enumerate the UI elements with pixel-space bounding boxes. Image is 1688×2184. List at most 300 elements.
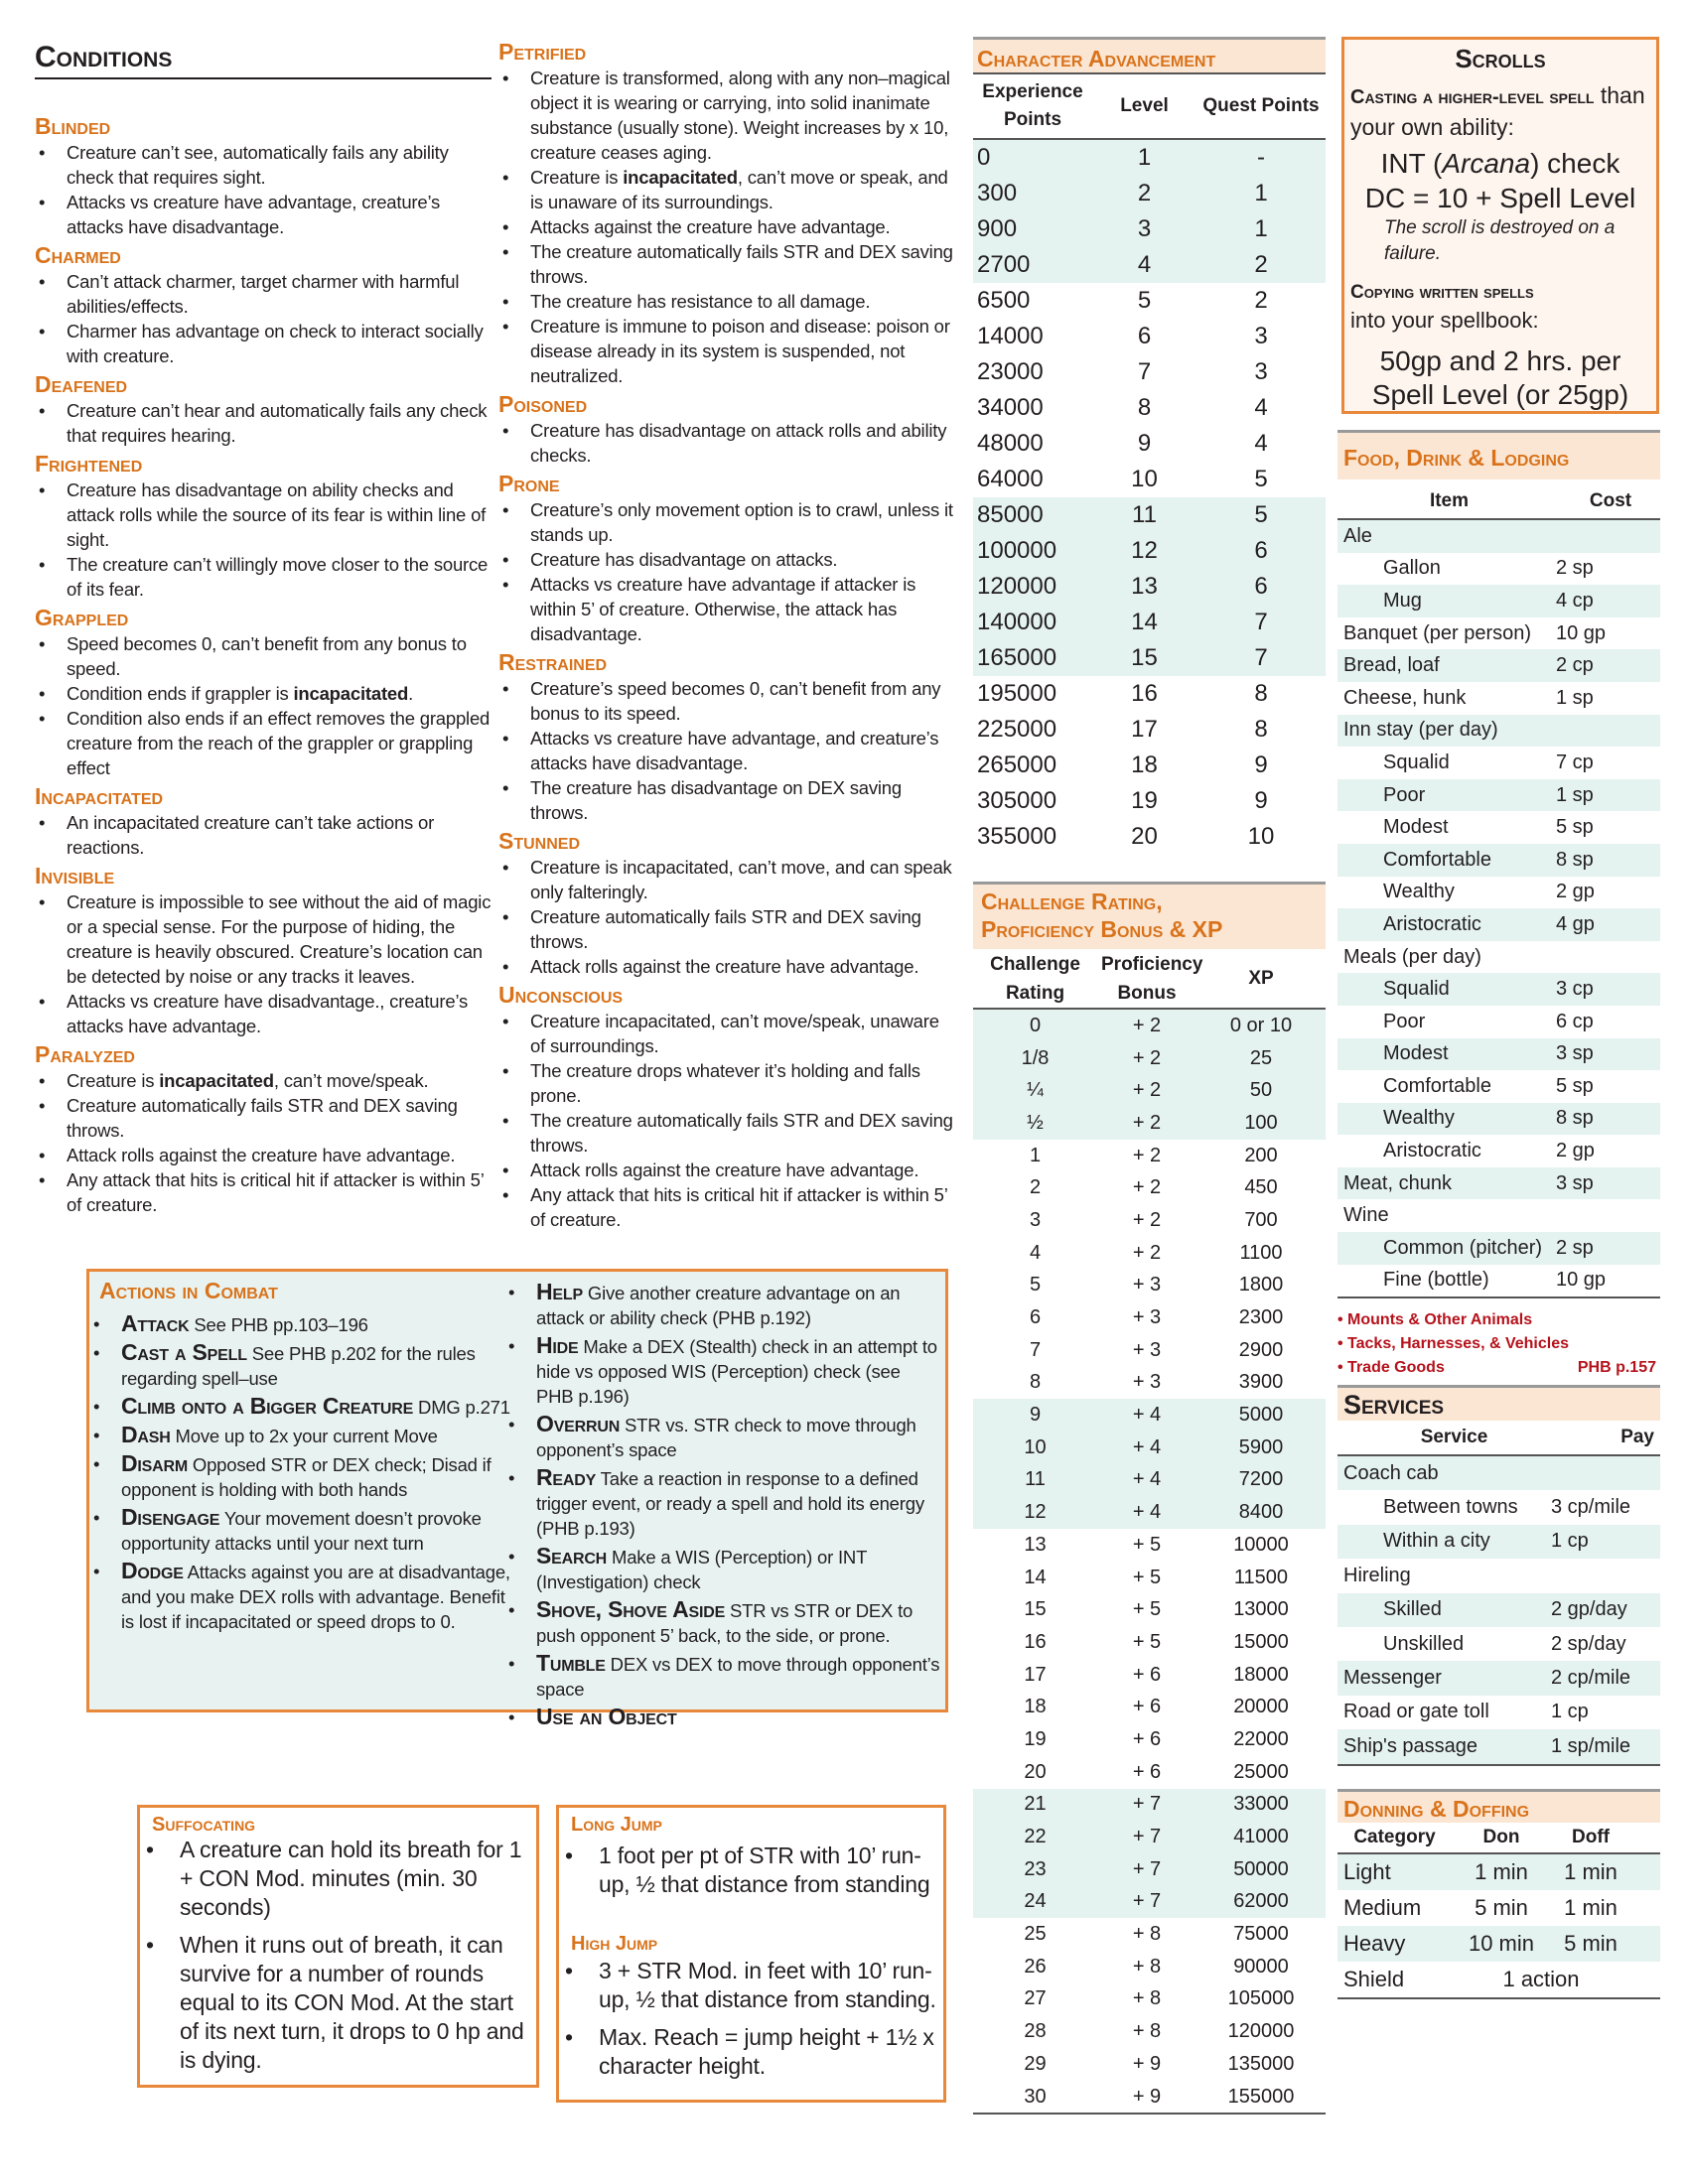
condition-item: • Creature’s only movement option is to crawl, unless it stands up. — [498, 497, 955, 547]
condition-item: • The creature has disadvantage on DEX saving throws. — [498, 775, 955, 825]
level-cell: 14 — [1131, 609, 1158, 635]
row-label: Ship's passage — [1343, 1734, 1478, 1757]
condition-item: • Condition ends if grappler is incapacitated. — [35, 681, 492, 706]
row-value: 6 cp — [1556, 1010, 1594, 1032]
cr-cell: 27 — [1024, 1987, 1047, 2010]
advancement-row — [973, 748, 1326, 783]
advancement-row — [973, 819, 1326, 855]
xp-cell: 450 — [1244, 1176, 1278, 1199]
quest-cell: 1 — [1254, 215, 1268, 242]
cr-cell: ¼ — [1027, 1079, 1044, 1102]
scrolls-box — [1341, 37, 1659, 414]
bonus-cell: + 2 — [1132, 1144, 1162, 1166]
row-value: 3 sp — [1556, 1171, 1594, 1194]
donning-row — [1337, 1890, 1660, 1926]
bonus-cell: + 8 — [1132, 2020, 1162, 2043]
doff-cell: 5 min — [1564, 1931, 1618, 1956]
action-item: • Ready Take a reaction in response to a defined trigger event, or ready a spell and hold its energy (PHB p.193) — [504, 1465, 941, 1541]
cr-cell: 12 — [1024, 1501, 1047, 1524]
action-name: Disengage — [121, 1504, 220, 1530]
col-cost: Cost — [1589, 490, 1632, 511]
advancement-row — [973, 462, 1326, 497]
condition-item: • Attack rolls against the creature have advantage. — [498, 1158, 955, 1182]
advancement-row — [973, 783, 1326, 819]
condition-item: • Speed becomes 0, can’t benefit from any bonus to speed. — [35, 631, 492, 681]
character-advancement — [973, 37, 1326, 855]
level-cell: 10 — [1131, 466, 1158, 492]
condition-items — [35, 140, 492, 239]
action-item: • Help Give another creature advantage on an attack or ability check (PHB p.192) — [504, 1280, 941, 1330]
challenge-row — [973, 1107, 1326, 1140]
condition-item: • Attacks against the creature have advantage. — [498, 214, 955, 239]
advancement-row — [973, 211, 1326, 247]
action-item: • Dash Move up to 2x your current Move — [89, 1423, 511, 1448]
condition-item: • Attack rolls against the creature have advantage. — [498, 954, 955, 979]
xp-cell: 165000 — [977, 644, 1057, 671]
level-cell: 19 — [1131, 787, 1158, 814]
row-value: 1 sp — [1556, 783, 1594, 806]
row-label: Inn stay (per day) — [1343, 719, 1498, 742]
row-label: Cheese, hunk — [1343, 686, 1467, 709]
bonus-cell: + 4 — [1132, 1468, 1162, 1491]
quest-cell: 1 — [1254, 180, 1268, 206]
advancement-row — [973, 140, 1326, 176]
suffocating-list — [142, 1836, 534, 2084]
cr-cell: 9 — [1029, 1404, 1042, 1427]
challenge-row — [973, 1010, 1326, 1042]
cr-cell: 25 — [1024, 1923, 1047, 1946]
action-name: Cast a Spell — [121, 1339, 247, 1365]
advancement-row — [973, 497, 1326, 533]
xp-cell: 33000 — [1233, 1793, 1289, 1816]
quest-cell: - — [1257, 144, 1265, 171]
action-name: Disarm — [121, 1450, 188, 1476]
advancement-row — [973, 319, 1326, 354]
table-row — [1337, 715, 1660, 748]
food-links — [1337, 1308, 1660, 1380]
bonus-cell: + 6 — [1132, 1663, 1162, 1686]
xp-cell: 355000 — [977, 823, 1057, 850]
category-cell: Light — [1343, 1859, 1391, 1884]
table-row — [1337, 1593, 1660, 1627]
copying-label: Copying written spells — [1350, 282, 1534, 303]
xp-cell: 50000 — [1233, 1857, 1289, 1880]
cr-cell: 29 — [1024, 2052, 1047, 2075]
link-trade[interactable]: • Trade Goods PHB p.157 — [1337, 1359, 1656, 1377]
advancement-row — [973, 247, 1326, 283]
xp-cell: 0 — [977, 144, 991, 171]
xp-cell: 1100 — [1239, 1241, 1283, 1264]
xp-cell: 8400 — [1238, 1501, 1284, 1524]
donning-table — [1337, 1854, 1660, 1999]
level-cell: 16 — [1131, 680, 1158, 707]
conditions-column-1 — [35, 40, 492, 1217]
challenge-row — [973, 1821, 1326, 1853]
table-row — [1337, 1696, 1660, 1729]
xp-cell: 11500 — [1233, 1566, 1289, 1588]
condition-item: • The creature has resistance to all damage. — [498, 289, 955, 314]
level-cell: 8 — [1137, 394, 1152, 421]
condition-items — [498, 855, 955, 979]
row-label: Unskilled — [1383, 1632, 1465, 1655]
cr-cell: 0 — [1029, 1014, 1042, 1036]
bonus-cell: + 3 — [1132, 1338, 1162, 1361]
row-label: Between towns — [1383, 1496, 1518, 1519]
advancement-row — [973, 176, 1326, 211]
quest-cell: 9 — [1254, 787, 1268, 814]
bonus-cell: + 8 — [1132, 1955, 1162, 1978]
xp-cell: 3900 — [1238, 1371, 1284, 1394]
donning-row — [1337, 1926, 1660, 1962]
xp-cell: 75000 — [1233, 1923, 1289, 1946]
table-row — [1337, 779, 1660, 812]
xp-cell: 105000 — [1227, 1987, 1295, 2010]
xp-cell: 305000 — [977, 787, 1057, 814]
condition-items — [498, 497, 955, 646]
challenge-row — [973, 1432, 1326, 1464]
don-cell: 1 min — [1475, 1859, 1528, 1884]
condition-item: • Creature has disadvantage on ability checks and attack rolls while the source of its fear is within line of sight. — [35, 478, 492, 552]
row-label: Bread, loaf — [1343, 654, 1440, 677]
suffocating-box — [137, 1805, 539, 2088]
row-value: 2 sp/day — [1551, 1632, 1626, 1655]
quest-cell: 7 — [1254, 609, 1268, 635]
bonus-cell: + 2 — [1132, 1176, 1162, 1199]
row-label: Common (pitcher) — [1383, 1236, 1543, 1259]
condition-item: • Creature has disadvantage on attacks. — [498, 547, 955, 572]
condition-item: • Creature automatically fails STR and DEX saving throws. — [498, 904, 955, 954]
level-cell: 9 — [1137, 430, 1152, 457]
bonus-cell: + 5 — [1132, 1533, 1162, 1556]
quest-cell: 2 — [1254, 287, 1268, 314]
challenge-row — [973, 1334, 1326, 1367]
challenge-row — [973, 1691, 1326, 1723]
condition-heading: Blinded — [35, 113, 111, 139]
table-row — [1337, 520, 1660, 553]
quest-cell: 6 — [1254, 573, 1268, 600]
table-row — [1337, 585, 1660, 617]
row-label: Wealthy — [1383, 1107, 1455, 1130]
xp-cell: 18000 — [1233, 1663, 1289, 1686]
level-cell: 15 — [1131, 644, 1158, 671]
condition-items — [498, 66, 955, 388]
condition-heading: Poisoned — [498, 391, 588, 417]
xp-cell: 155000 — [1227, 2085, 1295, 2108]
table-row — [1337, 1167, 1660, 1200]
row-value: 7 cp — [1556, 751, 1594, 773]
col-service: Service — [1420, 1427, 1488, 1447]
xp-cell: 225000 — [977, 716, 1057, 743]
row-label: Messenger — [1343, 1667, 1442, 1690]
challenge-row — [973, 1918, 1326, 1951]
quest-cell: 9 — [1254, 751, 1268, 778]
xp-cell: 25 — [1249, 1046, 1273, 1069]
challenge-row — [973, 2081, 1326, 2114]
challenge-row — [973, 1301, 1326, 1334]
level-cell: 4 — [1137, 251, 1152, 278]
quest-cell: 5 — [1254, 466, 1268, 492]
condition-heading: Unconscious — [498, 982, 624, 1008]
table-row — [1337, 1199, 1660, 1232]
cr-cell: 18 — [1024, 1696, 1047, 1718]
xp-cell: 34000 — [977, 394, 1044, 421]
cr-cell: ½ — [1027, 1111, 1044, 1134]
condition-item: • Creature can’t see, automatically fails any ability check that requires sight. — [35, 140, 492, 190]
condition-heading: Invisible — [35, 863, 115, 888]
table-row — [1337, 1729, 1660, 1763]
bonus-cell: + 3 — [1132, 1306, 1162, 1329]
xp-cell: 90000 — [1233, 1955, 1289, 1978]
challenge-row — [973, 1140, 1326, 1172]
row-label: Wealthy — [1383, 881, 1455, 903]
xp-cell: 100 — [1244, 1111, 1278, 1134]
bonus-cell: + 2 — [1132, 1208, 1162, 1231]
table-row — [1337, 1456, 1660, 1490]
challenge-row — [973, 1042, 1326, 1075]
doff-cell: 1 min — [1564, 1895, 1618, 1920]
xp-cell: 85000 — [977, 501, 1044, 528]
table-row — [1337, 811, 1660, 844]
action-name: Shove, Shove Aside — [536, 1596, 726, 1622]
quest-cell: 2 — [1254, 251, 1268, 278]
bonus-cell: + 6 — [1132, 1727, 1162, 1750]
row-value: 3 cp/mile — [1551, 1496, 1631, 1519]
col-proficiency: Proficiency Bonus — [1101, 953, 1203, 1004]
bonus-cell: + 7 — [1132, 1857, 1162, 1880]
table-row — [1337, 747, 1660, 779]
xp-cell: 41000 — [1233, 1826, 1289, 1848]
quest-cell: 5 — [1254, 501, 1268, 528]
bonus-cell: + 4 — [1132, 1501, 1162, 1524]
action-name: Dodge — [121, 1558, 184, 1583]
xp-cell: 2300 — [1238, 1306, 1284, 1329]
challenge-row — [973, 1237, 1326, 1270]
bonus-cell: + 2 — [1132, 1046, 1162, 1069]
condition-item: • Attacks vs creature have disadvantage., creature’s attacks have advantage. — [35, 989, 492, 1038]
challenge-row — [973, 1399, 1326, 1432]
condition-item: • Condition also ends if an effect removes the grappled creature from the reach of the grappler or grappling effect — [35, 706, 492, 780]
quest-cell: 3 — [1254, 323, 1268, 349]
row-label: Modest — [1383, 816, 1449, 839]
action-item: • Shove, Shove Aside STR vs STR or DEX to push opponent 5’ back, to the side, or prone. — [504, 1597, 941, 1648]
row-label: Gallon — [1383, 557, 1441, 580]
col-quest: Quest Points — [1202, 95, 1320, 116]
challenge-row — [973, 1074, 1326, 1107]
bonus-cell: + 8 — [1132, 1923, 1162, 1946]
challenge-table — [973, 1010, 1326, 2115]
advancement-row — [973, 676, 1326, 712]
cr-cell: 23 — [1024, 1857, 1047, 1880]
row-value: 2 sp — [1556, 557, 1594, 580]
row-value: 5 sp — [1556, 816, 1594, 839]
row-label: Comfortable — [1383, 848, 1491, 871]
conditions-list-2 — [498, 39, 955, 1232]
row-label: Wine — [1343, 1204, 1389, 1227]
xp-cell: 5900 — [1238, 1435, 1284, 1458]
bonus-cell: + 7 — [1132, 1890, 1162, 1913]
condition-item: • Attacks vs creature have advantage if attacker is within 5’ of creature. Otherwise, the attack has disadvantage. — [498, 572, 955, 646]
row-label: Banquet (per person) — [1343, 621, 1532, 644]
casting-label: Casting a higher-level spell — [1350, 86, 1595, 108]
cr-cell: 7 — [1029, 1338, 1042, 1361]
bonus-cell: + 4 — [1132, 1404, 1162, 1427]
condition-item: • Creature is transformed, along with any non–magical object it is wearing or carrying, into solid inanimate substance (usually stone). Weight increases by x 10, creature ceases aging. — [498, 66, 955, 165]
challenge-row — [973, 1270, 1326, 1302]
row-label: Skilled — [1383, 1598, 1442, 1621]
xp-cell: 23000 — [977, 358, 1044, 385]
condition-items — [35, 889, 492, 1038]
action-item: • Tumble DEX vs DEX to move through opponent’s space — [504, 1651, 941, 1702]
xp-cell: 1800 — [1238, 1274, 1284, 1297]
action-name: Search — [536, 1543, 608, 1569]
food-table — [1337, 520, 1660, 1298]
advancement-table — [973, 140, 1326, 855]
condition-items — [35, 269, 492, 368]
xp-cell: 2900 — [1238, 1338, 1284, 1361]
challenge-row — [973, 1529, 1326, 1562]
row-value: 2 sp — [1556, 1236, 1594, 1259]
level-cell: 5 — [1137, 287, 1152, 314]
challenge-row — [973, 1853, 1326, 1886]
challenge-row — [973, 2015, 1326, 2048]
cr-cell: 20 — [1024, 1760, 1047, 1783]
table-row — [1337, 1559, 1660, 1592]
cr-cell: 5 — [1029, 1274, 1042, 1297]
condition-heading: Incapacitated — [35, 783, 164, 809]
table-row — [1337, 1627, 1660, 1661]
bonus-cell: + 5 — [1132, 1566, 1162, 1588]
action-item: • Climb onto a Bigger Creature DMG p.271 — [89, 1394, 511, 1420]
row-label: Squalid — [1383, 751, 1450, 773]
bonus-cell: + 2 — [1132, 1014, 1162, 1036]
advancement-row — [973, 569, 1326, 605]
action-name: Use an Object — [536, 1704, 677, 1729]
row-label: Modest — [1383, 1042, 1449, 1065]
row-value: 2 gp/day — [1551, 1598, 1627, 1621]
advancement-row — [973, 426, 1326, 462]
cr-cell: 2 — [1029, 1176, 1042, 1199]
action-item: • Cast a Spell See PHB p.202 for the rules regarding spell–use — [89, 1340, 511, 1391]
row-label: Meat, chunk — [1343, 1171, 1452, 1194]
challenge-row — [973, 1562, 1326, 1594]
challenge-title-2: Proficiency Bonus & XP — [981, 916, 1223, 942]
xp-cell: 135000 — [1227, 2052, 1295, 2075]
condition-item: • Creature has disadvantage on attack rolls and ability checks. — [498, 418, 955, 468]
row-label: Aristocratic — [1383, 1140, 1481, 1162]
advancement-row — [973, 283, 1326, 319]
doff-cell: 1 min — [1564, 1859, 1618, 1884]
cr-cell: 30 — [1024, 2085, 1047, 2108]
action-name: Ready — [536, 1464, 597, 1490]
cr-cell: 15 — [1024, 1598, 1047, 1621]
row-value: 2 cp — [1556, 654, 1594, 677]
challenge-row — [973, 1659, 1326, 1692]
table-row — [1337, 1103, 1660, 1136]
condition-items — [35, 1068, 492, 1217]
xp-cell: 25000 — [1233, 1760, 1289, 1783]
row-value: 3 sp — [1556, 1042, 1594, 1065]
row-value: 1 cp — [1551, 1530, 1589, 1553]
row-value: 8 sp — [1556, 848, 1594, 871]
actions-title: Actions in Combat — [99, 1278, 278, 1303]
services-title: Services — [1343, 1390, 1445, 1420]
challenge-row — [973, 1496, 1326, 1529]
list-item: • A creature can hold its breath for 1 + CON Mod. minutes (min. 30 seconds) — [142, 1836, 534, 1922]
action-name: Help — [536, 1279, 583, 1304]
category-cell: Shield — [1343, 1967, 1405, 1991]
bonus-cell: + 8 — [1132, 1987, 1162, 2010]
cr-cell: 24 — [1024, 1890, 1047, 1913]
level-cell: 18 — [1131, 751, 1158, 778]
table-row — [1337, 682, 1660, 715]
row-label: Squalid — [1383, 978, 1450, 1001]
xp-cell: 900 — [977, 215, 1018, 242]
col-doff: Doff — [1572, 1827, 1610, 1847]
col-category: Category — [1353, 1827, 1436, 1847]
quest-cell: 4 — [1254, 430, 1268, 457]
don-cell: 10 min — [1468, 1931, 1535, 1956]
row-label: Poor — [1383, 783, 1426, 806]
table-row — [1337, 617, 1660, 650]
cr-cell: 16 — [1024, 1630, 1047, 1653]
condition-item: • The creature drops whatever it’s holding and falls prone. — [498, 1058, 955, 1108]
high-jump-list — [561, 1957, 938, 2090]
link-mounts[interactable]: • Mounts & Other Animals — [1337, 1311, 1533, 1329]
xp-cell: 48000 — [977, 430, 1044, 457]
row-label: Mug — [1383, 589, 1422, 612]
challenge-title-1: Challenge Rating, — [981, 888, 1163, 914]
col-xp: XP — [1248, 968, 1274, 989]
level-cell: 12 — [1131, 537, 1158, 564]
cr-cell: 19 — [1024, 1727, 1047, 1750]
bonus-cell: + 2 — [1132, 1079, 1162, 1102]
row-value: 4 cp — [1556, 589, 1594, 612]
condition-item: • Creature is incapacitated, can’t move/speak. — [35, 1068, 492, 1093]
row-value: 4 gp — [1556, 912, 1595, 935]
suffocating-title: Suffocating — [152, 1814, 256, 1836]
row-label: Fine (bottle) — [1383, 1269, 1489, 1292]
condition-heading: Paralyzed — [35, 1041, 135, 1067]
link-tacks[interactable]: • Tacks, Harnesses, & Vehicles — [1337, 1335, 1569, 1353]
condition-item: • Can’t attack charmer, target charmer with harmful abilities/effects. — [35, 269, 492, 319]
bonus-cell: + 9 — [1132, 2085, 1162, 2108]
condition-item: • Creature is immune to poison and disease: poison or disease already in its system is suspended, not neutralized. — [498, 314, 955, 388]
challenge-row — [973, 1983, 1326, 2016]
table-row — [1337, 649, 1660, 682]
challenge-row — [973, 1886, 1326, 1919]
table-row — [1337, 908, 1660, 941]
action-item: • Dodge Attacks against you are at disadvantage, and you make DEX rolls with advantage. Benefit is lost if incapacitated or speed drops to 0. — [89, 1559, 511, 1634]
xp-cell: 10000 — [1233, 1533, 1289, 1556]
quest-cell: 4 — [1254, 394, 1268, 421]
table-row — [1337, 1490, 1660, 1524]
bonus-cell: + 6 — [1132, 1760, 1162, 1783]
cr-cell: 14 — [1024, 1566, 1047, 1588]
condition-items — [35, 398, 492, 448]
col-don: Don — [1482, 1827, 1520, 1847]
xp-cell: 195000 — [977, 680, 1057, 707]
row-value: 3 cp — [1556, 978, 1594, 1001]
row-value: 2 cp/mile — [1551, 1667, 1631, 1690]
advancement-row — [973, 390, 1326, 426]
condition-item: • Creature is incapacitated, can’t move, and can speak only falteringly. — [498, 855, 955, 904]
condition-heading: Deafened — [35, 371, 128, 397]
cr-cell: 6 — [1029, 1306, 1042, 1329]
condition-items — [498, 676, 955, 825]
table-row — [1337, 1135, 1660, 1167]
row-label: Ale — [1343, 524, 1372, 547]
advancement-row — [973, 712, 1326, 748]
